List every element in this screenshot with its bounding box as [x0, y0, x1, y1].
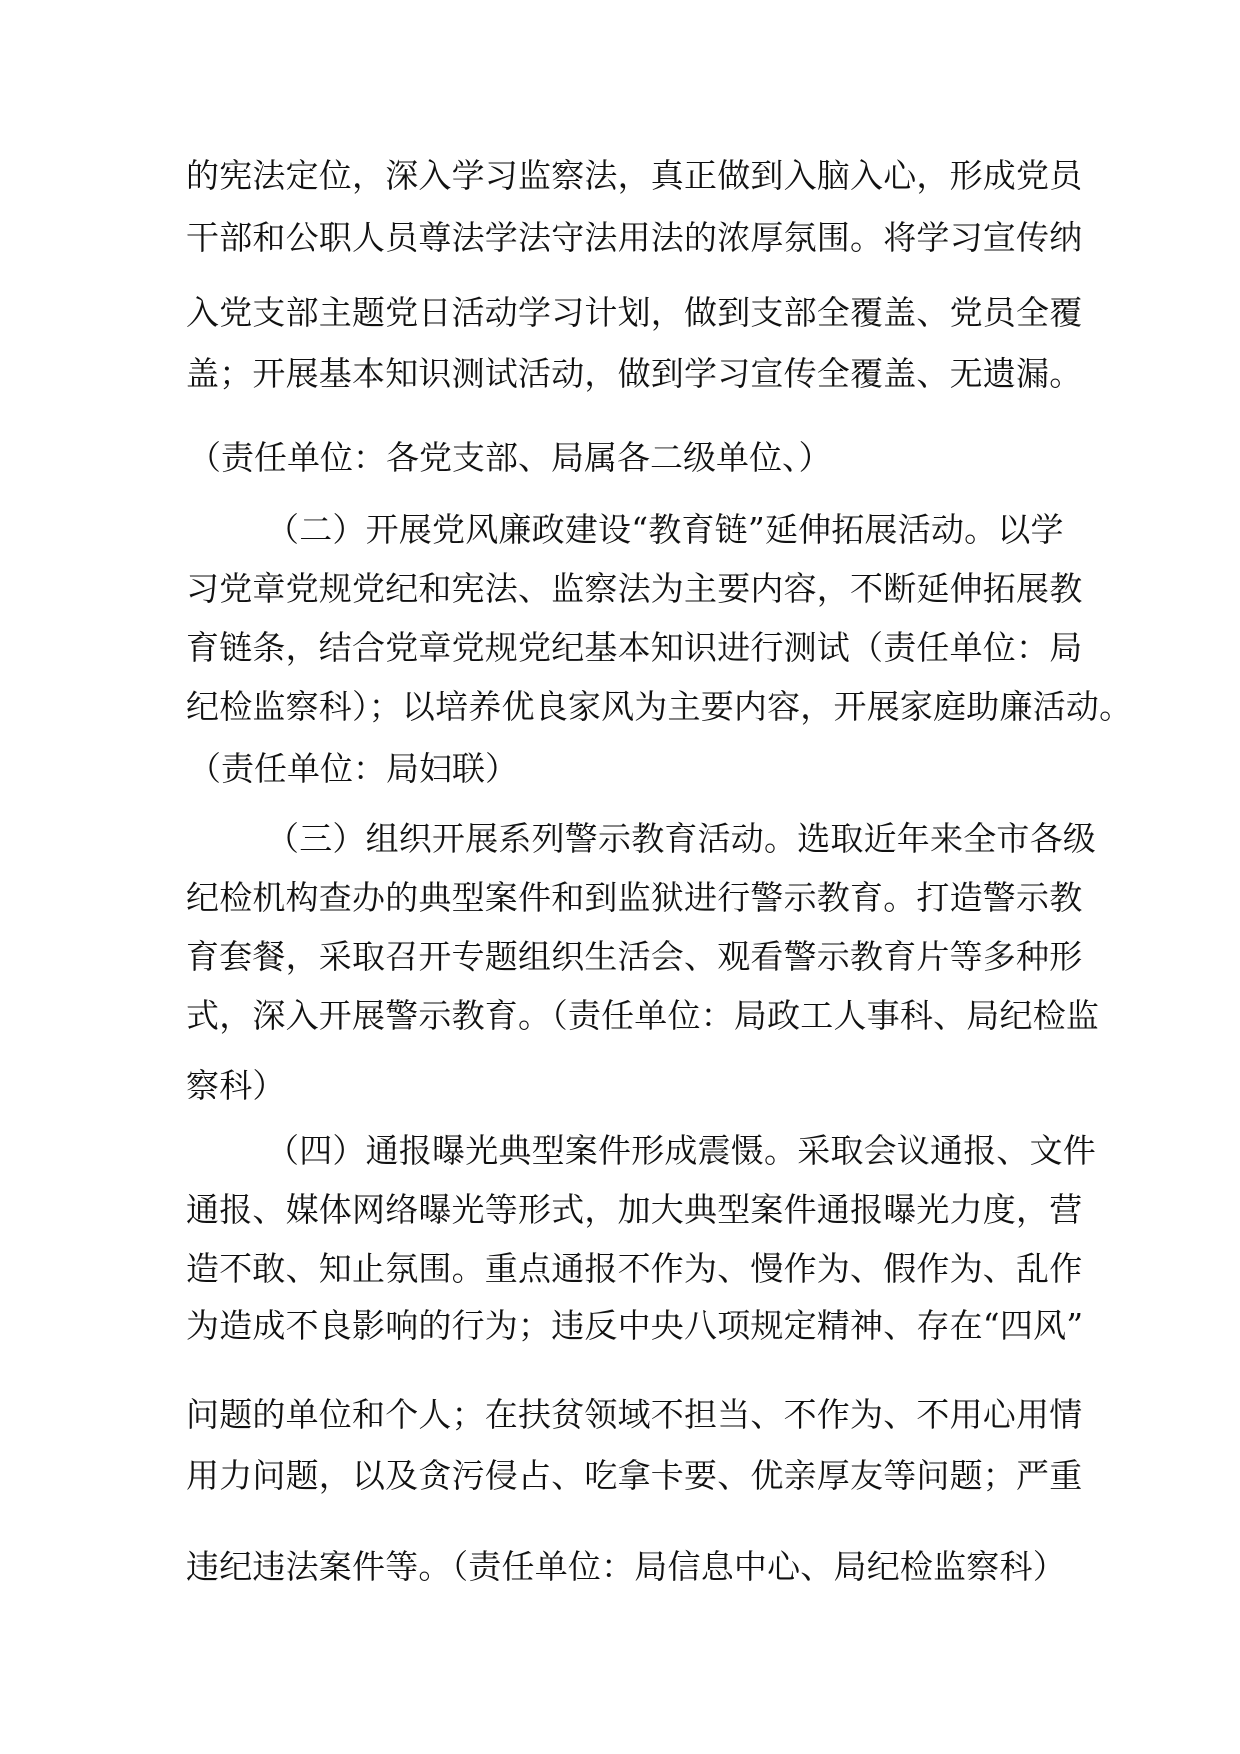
section-heading-3: （三）组织开展系列警示教育活动。选取近年来全市各级	[266, 819, 1096, 858]
paragraph-line: 通报、媒体网络曝光等形式，加大典型案件通报曝光力度，营	[186, 1190, 1083, 1229]
paragraph-line: 察科）	[186, 1066, 286, 1105]
paragraph-line: 式，深入开展警示教育。（责任单位：局政工人事科、局纪检监	[186, 996, 1100, 1035]
paragraph-line: 的宪法定位，深入学习监察法，真正做到入脑入心，形成党员	[186, 156, 1083, 195]
paragraph-line: 造不敢、知止氛围。重点通报不作为、慢作为、假作为、乱作	[186, 1249, 1083, 1288]
paragraph-line: 入党支部主题党日活动学习计划，做到支部全覆盖、党员全覆	[186, 293, 1083, 332]
paragraph-line: 违纪违法案件等。（责任单位：局信息中心、局纪检监察科）	[186, 1547, 1066, 1586]
paragraph-line: 为造成不良影响的行为；违反中央八项规定精神、存在“四风”	[186, 1306, 1084, 1345]
responsibility-note: （责任单位：各党支部、局属各二级单位、）	[188, 438, 832, 477]
paragraph-line: 盖；开展基本知识测试活动，做到学习宣传全覆盖、无遗漏。	[186, 354, 1083, 393]
paragraph-line: 育套餐，采取召开专题组织生活会、观看警示教育片等多种形	[186, 937, 1083, 976]
paragraph-line: 干部和公职人员尊法学法守法用法的浓厚氛围。将学习宣传纳	[186, 218, 1083, 257]
paragraph-line: 用力问题，以及贪污侵占、吃拿卡要、优亲厚友等问题；严重	[186, 1456, 1083, 1495]
paragraph-line: 纪检机构查办的典型案件和到监狱进行警示教育。打造警示教	[186, 878, 1083, 917]
section-heading-4: （四）通报曝光典型案件形成震慑。采取会议通报、文件	[266, 1131, 1096, 1170]
responsibility-note: （责任单位：局妇联）	[188, 749, 518, 788]
paragraph-line: 习党章党规党纪和宪法、监察法为主要内容，不断延伸拓展教	[186, 569, 1083, 608]
paragraph-line: 育链条，结合党章党规党纪基本知识进行测试（责任单位：局	[186, 628, 1083, 667]
section-heading-2: （二）开展党风廉政建设“教育链”延伸拓展活动。以学	[266, 510, 1064, 549]
paragraph-line: 问题的单位和个人；在扶贫领域不担当、不作为、不用心用情	[186, 1395, 1083, 1434]
paragraph-line: 纪检监察科）；以培养优良家风为主要内容，开展家庭助廉活动。	[186, 687, 1133, 726]
